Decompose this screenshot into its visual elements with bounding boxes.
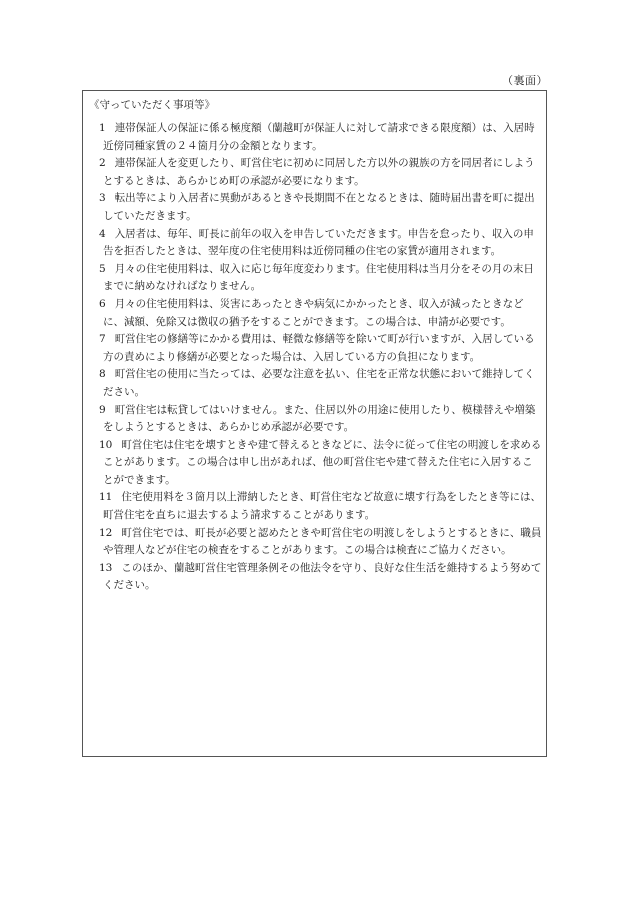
rule-item-11: [89, 489, 542, 524]
rule-item-2: [89, 155, 542, 190]
rule-number: 7: [99, 333, 106, 346]
rule-item-5: [89, 261, 542, 296]
rule-text: 月々の住宅使用料は、収入に応じ毎年度変わります。住宅使用料は当月分をその月の末日までに納めなければなりません。: [103, 262, 534, 293]
rule-text: 町営住宅の使用に当たっては、必要な注意を払い、住宅を正常な状態において維持してください。: [103, 368, 535, 398]
rule-text: 町営住宅は転貸してはいけません。また、住居以外の用途に使用したり、模様替えや増築をしようとするときは、あらかじめ承認が必要です。: [103, 403, 536, 434]
rules-box: [82, 90, 547, 757]
rule-text: 月々の住宅使用料は、災害にあったときや病気にかかったとき、収入が減ったときなどに、減額、免除又は徴収の猶予をすることができます。この場合は、申請が必要です。: [103, 297, 524, 328]
rule-text: 町営住宅の修繕等にかかる費用は、軽微な修繕等を除いて町が行いますが、入居している方の責めにより修繕が必要となった場合は、入居している方の負担になります。: [103, 333, 535, 363]
rule-text: このほか、蘭越町営住宅管理条例その他法令を守り、良好な住生活を維持するよう努めてください。: [103, 561, 542, 592]
page-side-label: （裏面）: [502, 74, 548, 87]
rule-item-4: [89, 226, 542, 261]
rule-item-3: [89, 190, 542, 225]
rule-item-8: [89, 366, 542, 401]
rule-number: 9: [99, 403, 106, 416]
rule-item-13: [89, 560, 542, 595]
rule-text: 住宅使用料を３箇月以上滞納したとき、町営住宅など故意に壊す行為をしたとき等には、町営住宅を直ちに退去するよう請求することがあります。: [103, 491, 541, 522]
rule-number: 11: [99, 491, 113, 504]
rule-number: 6: [99, 297, 106, 310]
rule-number: 12: [99, 526, 113, 539]
rule-text: 入居者は、毎年、町長に前年の収入を申告していただきます。申告を怠ったり、収入の申告を拒否したときは、翌年度の住宅使用料は近傍同種の住宅の家賃が適用されます。: [103, 227, 534, 258]
rule-number: 3: [99, 192, 106, 205]
rule-number: 4: [99, 227, 106, 240]
rule-number: 1: [99, 122, 106, 134]
rule-text: 連帯保証人を変更したり、町営住宅に初めに同居した方以外の親族の方を同居者にしようとするときは、あらかじめ町の承認が必要になります。: [103, 157, 535, 187]
rule-text: 転出等により入居者に異動があるときや長期間不在となるときは、随時届出書を町に提出していただきます。: [103, 192, 535, 222]
rule-number: 13: [99, 561, 113, 574]
rule-item-12: [89, 525, 542, 560]
rule-text: 町営住宅では、町長が必要と認めたときや町営住宅の明渡しをしようとするときに、職員や管理人などが住宅の検査をすることがあります。この場合は検査にご協力ください。: [103, 526, 542, 557]
section-heading: 《守っていただく事項等》: [89, 99, 215, 111]
rule-item-6: [89, 296, 542, 331]
rule-number: 2: [99, 157, 106, 170]
rule-number: 8: [99, 368, 106, 381]
rule-number: 5: [99, 262, 106, 275]
rule-number: 10: [99, 438, 113, 451]
rule-item-10: [89, 437, 542, 490]
rule-item-1: [89, 120, 542, 155]
rule-text: 町営住宅は住宅を壊すときや建て替えるときなどに、法令に従って住宅の明渡しを求めることがあります。この場合は申し出があれば、他の町営住宅や建て替えた住宅に入居することができます。: [103, 438, 542, 486]
rule-item-9: [89, 402, 542, 437]
rule-item-7: [89, 331, 542, 366]
rule-text: 連帯保証人の保証に係る極度額（蘭越町が保証人に対して請求できる限度額）は、入居時近傍同種家賃の２４箇月分の金額となります。: [103, 122, 535, 152]
